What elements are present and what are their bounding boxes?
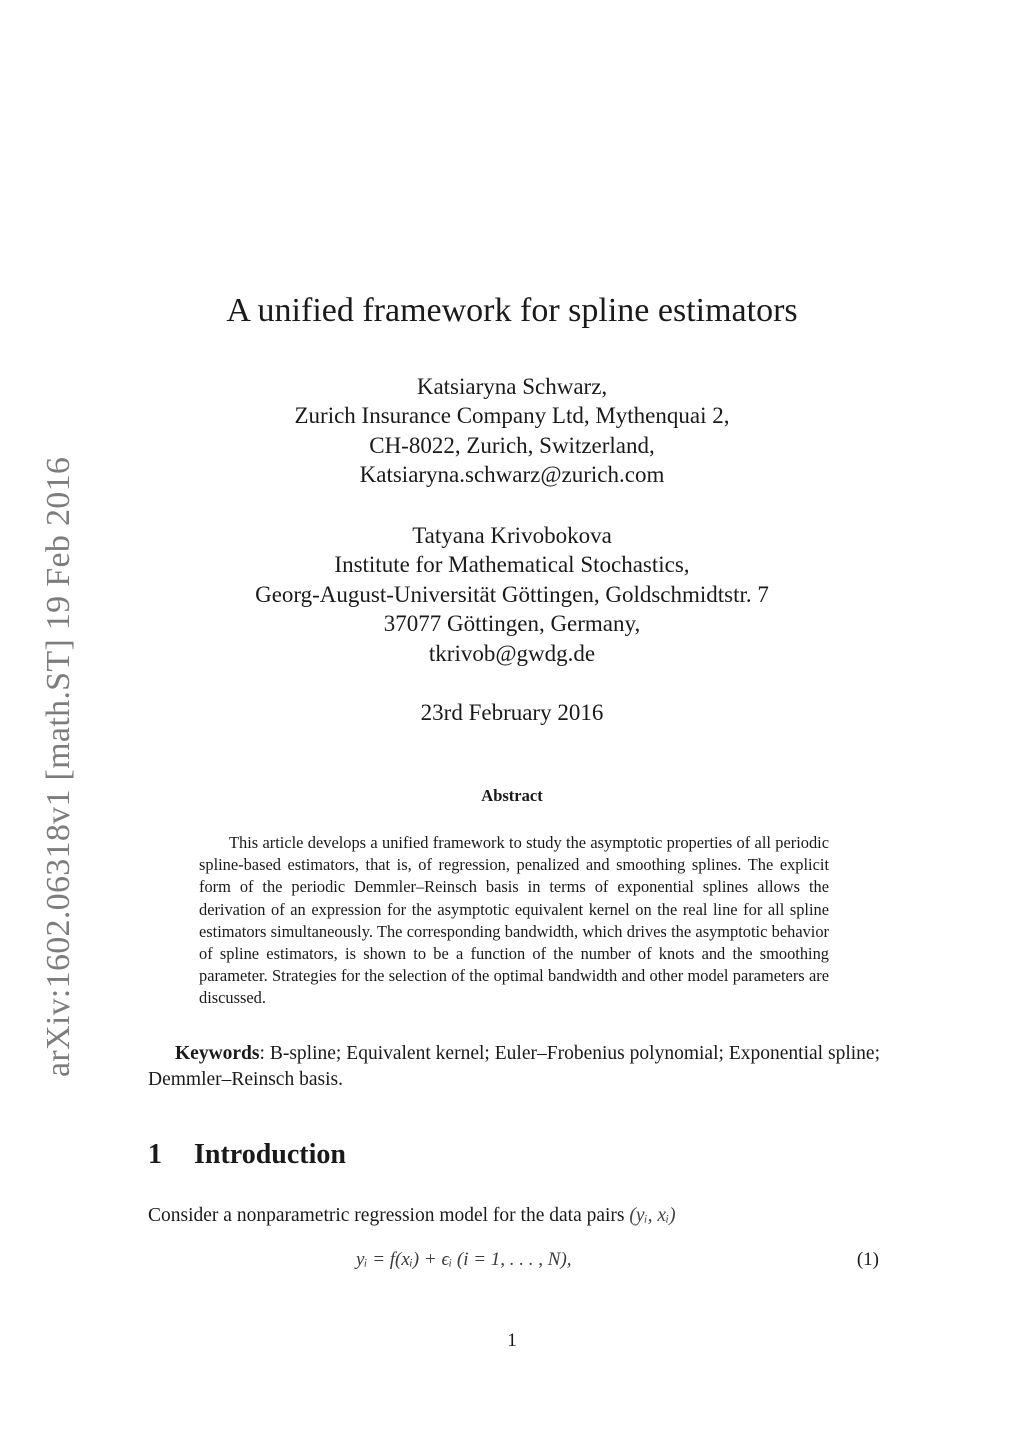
author-affiliation: Institute for Mathematical Stochastics, xyxy=(334,552,690,578)
author-affiliation: Zurich Insurance Company Ltd, Mythenquai 2, xyxy=(294,403,730,429)
keywords-label: Keywords xyxy=(175,1043,260,1064)
keywords-paragraph xyxy=(148,1041,880,1092)
author-address: CH-8022, Zurich, Switzerland, xyxy=(369,432,655,458)
keywords-text: : B-spline; Equivalent kernel; Euler–Frobenius polynomial; Exponential spline; Demmler–Reinsch basis. xyxy=(148,1043,880,1090)
author-name: Katsiaryna Schwarz, xyxy=(416,374,608,399)
intro-paragraph xyxy=(148,1205,676,1227)
author-block-1 xyxy=(0,372,1024,490)
equation-number: (1) xyxy=(856,1249,879,1270)
intro-text: Consider a nonparametric regression model for the data pairs xyxy=(148,1205,630,1226)
paper-title: A unified framework for spline estimators xyxy=(226,292,798,329)
equation-body: yᵢ = f(xᵢ) + ϵᵢ (i = 1, . . . , N), xyxy=(356,1249,572,1270)
author-email: tkrivob@gwdg.de xyxy=(428,640,596,666)
author-address: 37077 Göttingen, Germany, xyxy=(383,611,641,637)
abstract-text: This article develops a unified framework to study the asymptotic properties of all periodic spline-based estimators, that is, of regression, penalized and smoothing splines. The explicit form of the periodic Demmler–Reinsch basis in terms of exponential splines allows the derivation of an expression for the asymptotic equivalent kernel on the real line for all spline estimators simultaneously. The corresponding bandwidth, which drives the asymptotic behavior of spline estimators, is shown to be a function of the number of knots and the smoothing parameter. Strategies for the selection of the optimal bandwidth and other model parameters are discussed. xyxy=(199,833,829,1008)
author-email: Katsiaryna.schwarz@zurich.com xyxy=(359,462,665,488)
author-name: Tatyana Krivobokova xyxy=(412,523,612,548)
abstract-heading: Abstract xyxy=(481,786,543,805)
section-heading xyxy=(148,1139,346,1171)
section-title: Introduction xyxy=(194,1139,346,1170)
author-block-2 xyxy=(0,521,1024,668)
intro-inline-math: (yᵢ, xᵢ) xyxy=(629,1205,676,1226)
section-number: 1 xyxy=(148,1139,162,1170)
author-institution: Georg-August-Universität Göttingen, Goldschmidtstr. 7 xyxy=(255,581,769,607)
arxiv-margin-stamp: arXiv:1602.06318v1 [math.ST] 19 Feb 2016 xyxy=(40,456,77,1077)
paper-date: 23rd February 2016 xyxy=(420,700,604,725)
page-number: 1 xyxy=(507,1330,517,1351)
